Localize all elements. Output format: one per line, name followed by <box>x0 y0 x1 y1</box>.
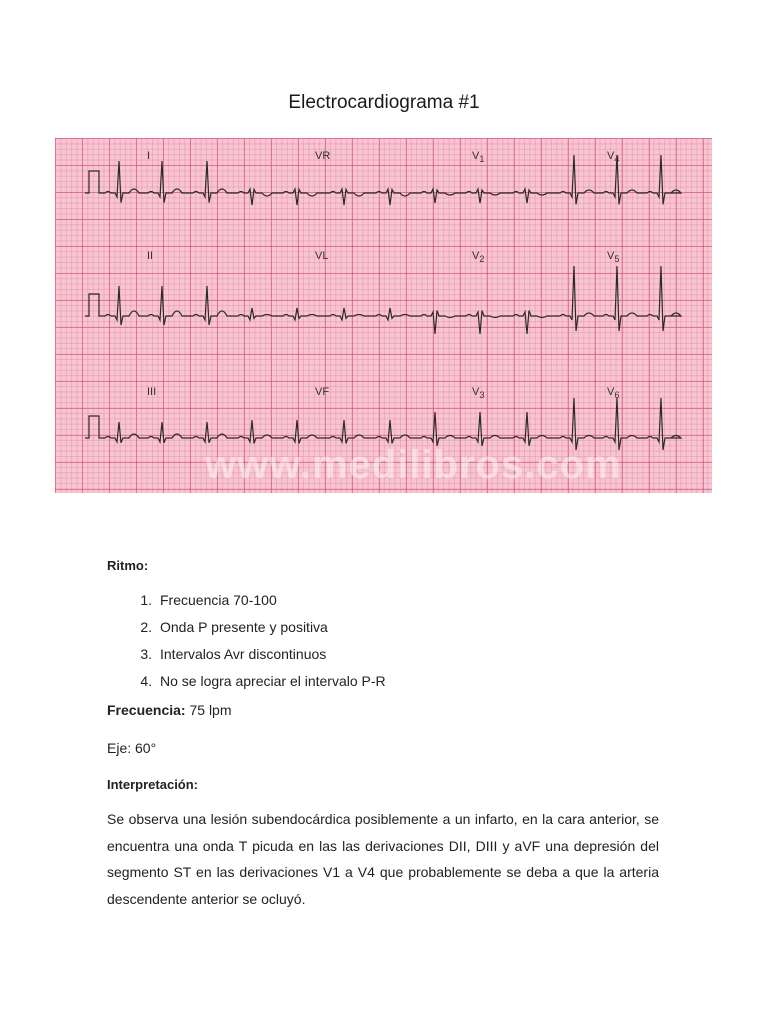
lead-label-vr: VR <box>315 150 331 162</box>
list-item: 3. Intervalos Avr discontinuos <box>140 646 327 662</box>
lead-label-v3: $V_3$ <box>472 386 485 401</box>
lead-label-v5: $V_5$ <box>607 250 620 265</box>
list-item: 1. Frecuencia 70-100 <box>140 592 277 608</box>
lead-label-v6: $V_6$ <box>607 386 620 401</box>
ecg-trace-row-2 <box>85 266 681 334</box>
lead-label-v4: $V_4$ <box>607 150 620 165</box>
lead-label-vf: VF <box>315 386 330 398</box>
document-title: Electrocardiograma #1 <box>288 92 480 113</box>
list-item: 4. No se logra apreciar el intervalo P-R <box>140 673 386 689</box>
lead-label-iii: III <box>147 386 157 398</box>
interpretacion-heading: Interpretación: <box>107 777 199 792</box>
ritmo-list <box>107 591 659 699</box>
ecg-trace-row-1 <box>85 155 681 205</box>
lead-label-vl: VL <box>315 250 329 262</box>
report-content <box>107 558 659 912</box>
lead-label-v1: $V_1$ <box>472 150 485 165</box>
ecg-traces <box>55 138 712 493</box>
ecg-image <box>55 138 712 493</box>
watermark: www.medilibros.com <box>205 443 622 487</box>
frecuencia-line: Frecuencia: 75 lpm <box>107 702 232 718</box>
lead-label-v2: $V_2$ <box>472 250 485 265</box>
ritmo-heading: Ritmo: <box>107 558 149 573</box>
lead-label-ii: II <box>147 250 154 262</box>
interpretacion-text: Se observa una lesión subendocárdica posiblemente a un infarto, en la cara anterior, se encuentra una onda T picuda en las las derivaciones DII, DIII y aVF una depresión del segmento ST en las derivaciones V1 a V4 que probablemente se deba a que la arteria descendente anterior se ocluyó. <box>107 811 659 907</box>
list-item: 2. Onda P presente y positiva <box>140 619 328 635</box>
eje-line: Eje: 60° <box>107 740 157 756</box>
lead-label-i: I <box>147 150 151 162</box>
